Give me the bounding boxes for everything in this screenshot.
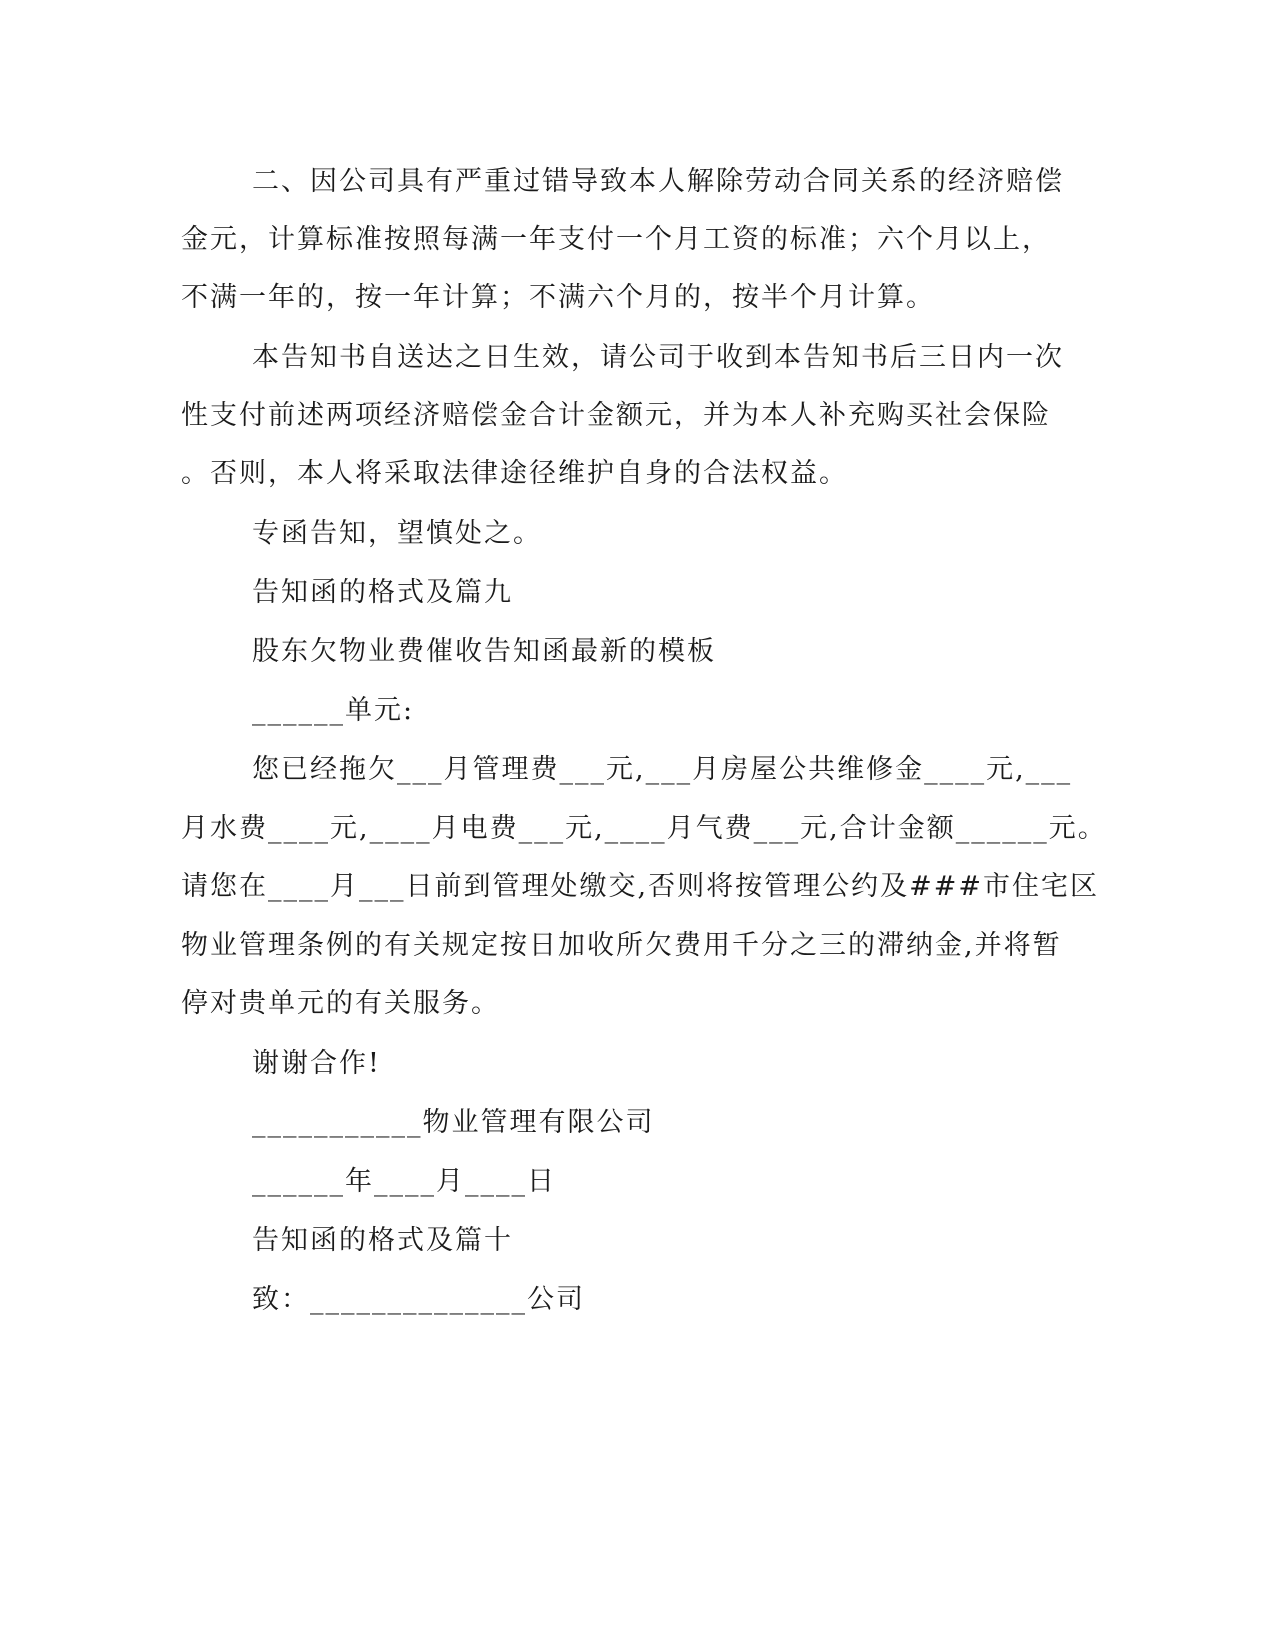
paragraph-line: 请您在____月___日前到管理处缴交,否则将按管理公约及###市住宅区 [181,871,1099,902]
signature-date: ______年____月____日 [252,1166,556,1197]
paragraph-line: 二、因公司具有严重过错导致本人解除劳动合同关系的经济赔偿 [252,166,1064,197]
paragraph-line: 您已经拖欠___月管理费___元,___月房屋公共维修金____元,___ [252,754,1073,785]
paragraph-line: 停对贵单元的有关服务。 [181,988,500,1019]
paragraph-line: 物业管理条例的有关规定按日加收所欠费用千分之三的滞纳金,并将暂 [181,930,1062,961]
closing-line: 专函告知，望慎处之。 [252,518,542,549]
thanks-line: 谢谢合作! [252,1048,381,1079]
paragraph-line: 不满一年的，按一年计算；不满六个月的，按半个月计算。 [181,282,935,313]
section-heading: 告知函的格式及篇十 [252,1225,513,1256]
paragraph-line: 本告知书自送达之日生效，请公司于收到本告知书后三日内一次 [252,342,1064,373]
section-heading: 告知函的格式及篇九 [252,577,513,608]
paragraph-line: 月水费____元,____月电费___元,____月气费___元,合计金额______元。 [181,813,1107,844]
paragraph-line: 金元，计算标准按照每满一年支付一个月工资的标准；六个月以上， [181,224,1051,255]
recipient-line: ______单元: [252,695,415,726]
signature-company: ___________物业管理有限公司 [252,1107,655,1138]
recipient-line: 致：______________公司 [252,1284,585,1315]
document-title: 股东欠物业费催收告知函最新的模板 [252,636,716,667]
paragraph-line: 性支付前述两项经济赔偿金合计金额元，并为本人补充购买社会保险 [181,400,1051,431]
paragraph-line: 。否则，本人将采取法律途径维护自身的合法权益。 [181,458,848,489]
